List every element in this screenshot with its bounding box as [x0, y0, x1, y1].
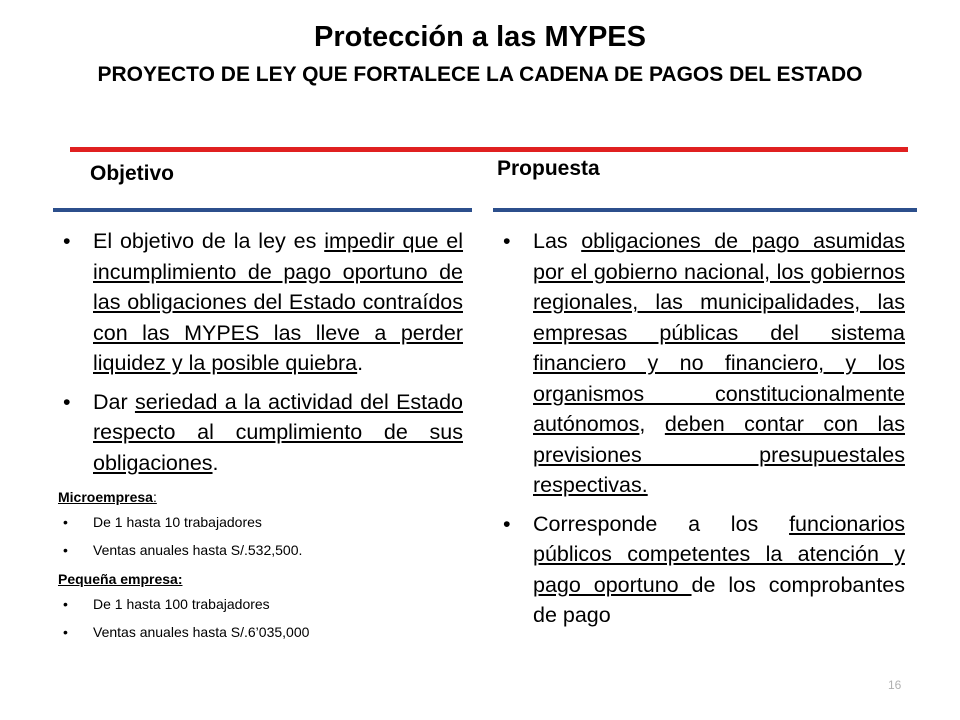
bullet-text: El objetivo de la ley es [93, 229, 325, 253]
bullet-text: . [212, 450, 219, 475]
objetivo-bullet-1 [58, 226, 463, 379]
bullet-text: de los comprobantes de pago [533, 572, 905, 627]
left-blue-divider [53, 208, 472, 212]
objetivo-column [58, 226, 463, 646]
bullet-underlined-text: seriedad a la actividad del Estado respecto al cumplimiento de sus obligaciones [93, 389, 464, 475]
slide-subtitle: PROYECTO DE LEY QUE FORTALECE LA CADENA DE PAGOS DEL ESTADO [97, 63, 863, 86]
bullet-underlined-text: funcionarios públicos competentes la atención y pago oportuno [533, 511, 905, 597]
bullet-underlined-text: obligaciones de pago asumidas por el gobierno nacional, los gobiernos regionales, las municipalidades, las empresas públicas del sistema financiero y no financiero, y los organismos constitucionalmente autónomos [533, 229, 905, 436]
objetivo-heading: Objetivo [90, 162, 175, 185]
page-number: 16 [888, 678, 902, 692]
propuesta-column [498, 226, 905, 720]
bullet-text: Dar [93, 389, 135, 414]
microempresa-heading: Microempresa: [58, 489, 157, 505]
bullet-text: . [357, 351, 364, 375]
bullet-text: , [639, 412, 665, 436]
propuesta-bullet-1 [498, 226, 905, 501]
bullet-underlined-text: impedir que el incumplimiento de pago oportuno de las obligaciones del Estado contraídos con las MYPES las lleve a perder liquidez y la posible quiebra [93, 229, 464, 375]
propuesta-heading: Propuesta [497, 157, 600, 180]
bullet-underlined-text: deben contar con las previsiones presupuestales respectivas. [533, 412, 905, 497]
propuesta-bullet-2 [498, 509, 905, 631]
red-divider [70, 147, 908, 152]
bullet-text: Corresponde a los [533, 511, 790, 536]
pequena-empresa-heading: Pequeña empresa: [58, 571, 183, 587]
microempresa-item: • De 1 hasta 10 trabajadores [58, 508, 463, 536]
right-blue-divider [493, 208, 917, 212]
slide-title: Protección a las MYPES [313, 21, 646, 53]
bullet-text: Las [533, 229, 582, 253]
pequena-empresa-item: • Ventas anuales hasta S/.6’035,000 [58, 618, 463, 646]
microempresa-item: • Ventas anuales hasta S/.532,500. [58, 536, 463, 564]
pequena-empresa-item: • De 1 hasta 100 trabajadores [58, 590, 463, 618]
objetivo-bullet-2 [58, 387, 463, 479]
